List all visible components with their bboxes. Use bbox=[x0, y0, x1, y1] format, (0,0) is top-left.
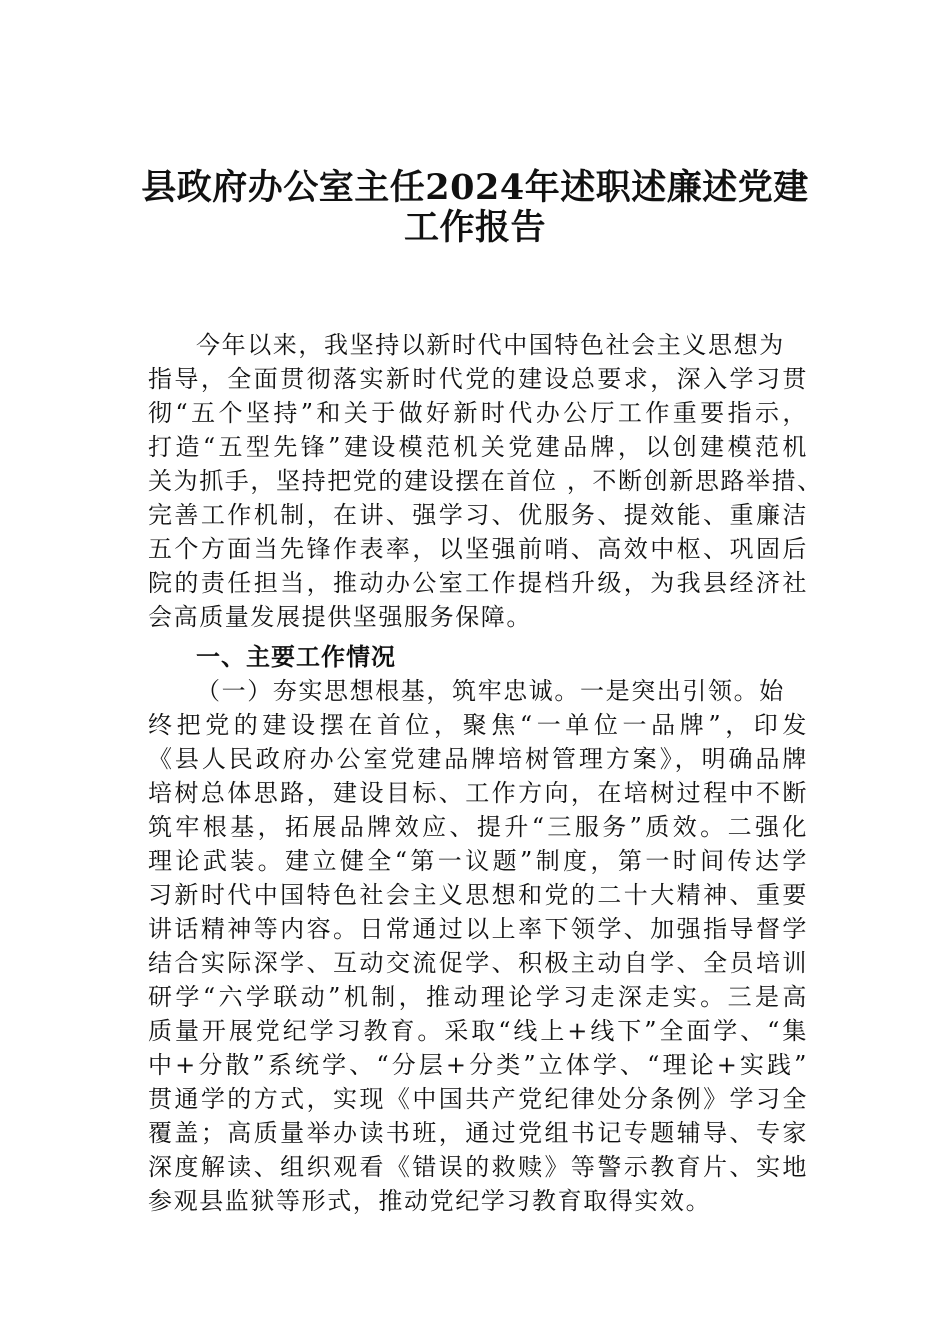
section-line: 培树总体思路，建设目标、工作方向，在培树过程中不断 bbox=[148, 779, 808, 807]
section-line: 研学“六学联动”机制，推动理论学习走深走实。三是高 bbox=[148, 983, 808, 1011]
section-line: 理论武装。建立健全“第一议题”制度，第一时间传达学 bbox=[148, 847, 808, 875]
intro-line: 打造“五型先锋”建设模范机关党建品牌，以创建模范机 bbox=[148, 433, 808, 461]
intro-line: 院的责任担当，推动办公室工作提档升级，为我县经济社 bbox=[148, 569, 808, 597]
section-line: 讲话精神等内容。日常通过以上率下领学、加强指导督学 bbox=[148, 915, 808, 943]
section-line: 终把党的建设摆在首位，聚焦“一单位一品牌”，印发 bbox=[148, 711, 808, 739]
intro-line: 今年以来，我坚持以新时代中国特色社会主义思想为 bbox=[196, 331, 785, 359]
intro-line: 五个方面当先锋作表率，以坚强前哨、高效中枢、巩固后 bbox=[148, 535, 808, 563]
section-line: 结合实际深学、互动交流促学、积极主动自学、全员培训 bbox=[148, 949, 808, 977]
section-line: 《县人民政府办公室党建品牌培树管理方案》，明确品牌 bbox=[148, 745, 808, 773]
intro-line: 会高质量发展提供坚强服务保障。 bbox=[148, 603, 532, 631]
section-line: 中+分散”系统学、“分层+分类”立体学、“理论+实践” bbox=[148, 1051, 808, 1079]
section-line: 贯通学的方式，实现《中国共产党纪律处分条例》学习全 bbox=[148, 1085, 808, 1113]
section-line: 深度解读、组织观看《错误的救赎》等警示教育片、实地 bbox=[148, 1153, 808, 1181]
intro-line: 彻“五个坚持”和关于做好新时代办公厅工作重要指示， bbox=[148, 399, 808, 427]
section-line: 参观县监狱等形式，推动党纪学习教育取得实效。 bbox=[148, 1187, 712, 1215]
document-title-line-2: 工作报告 bbox=[403, 207, 546, 248]
intro-line: 关为抓手，坚持把党的建设摆在首位 ，不断创新思路举措、 bbox=[148, 467, 823, 495]
document-title-line-1: 县政府办公室主任2024年述职述廉述党建 bbox=[141, 167, 809, 208]
section-line: 筑牢根基，拓展品牌效应、提升“三服务”质效。二强化 bbox=[148, 813, 808, 841]
section-heading: 一、主要工作情况 bbox=[196, 643, 396, 671]
intro-line: 完善工作机制，在讲、强学习、优服务、提效能、重廉洁 bbox=[148, 501, 808, 529]
section-line: （一）夯实思想根基，筑牢忠诚。一是突出引领。始 bbox=[196, 677, 785, 705]
section-line: 覆盖；高质量举办读书班，通过党组书记专题辅导、专家 bbox=[148, 1119, 808, 1147]
intro-line: 指导，全面贯彻落实新时代党的建设总要求，深入学习贯 bbox=[148, 365, 808, 393]
section-line: 习新时代中国特色社会主义思想和党的二十大精神、重要 bbox=[148, 881, 808, 909]
section-line: 质量开展党纪学习教育。采取“线上+线下”全面学、“集 bbox=[148, 1017, 808, 1045]
